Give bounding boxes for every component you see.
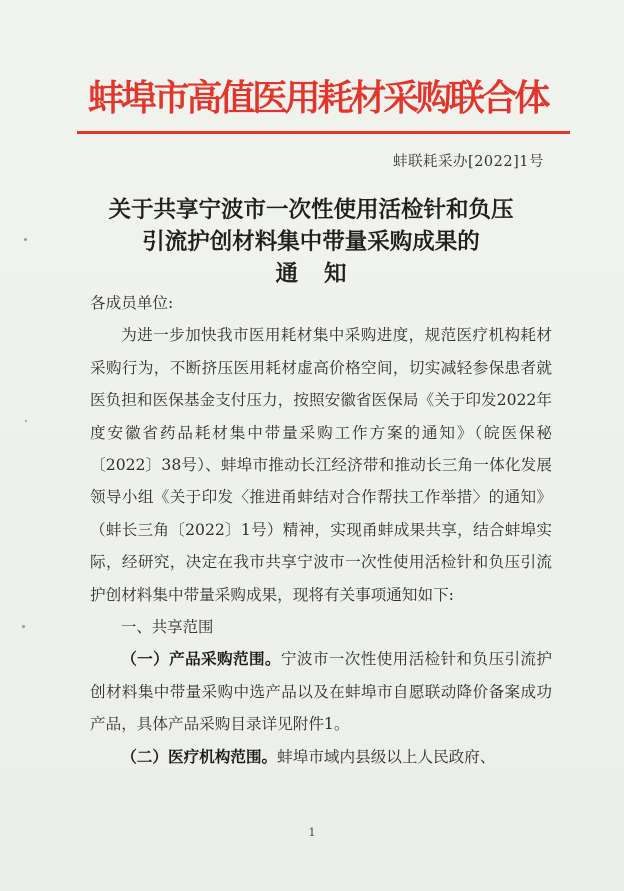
item-1-lead: （一）产品采购范围。	[121, 649, 281, 669]
paragraph-item-2	[90, 741, 552, 773]
document-body	[90, 287, 552, 773]
item-2-text: 蚌埠市域内县级以上人民政府、	[277, 747, 496, 766]
item-2-lead: （二）医疗机构范围。	[121, 746, 278, 766]
page-number: 1	[308, 826, 316, 839]
title-line-2: 引流护创材料集中带量采购成果的	[142, 229, 480, 255]
item-1-text: 宁波市一次性使用活检针和负压引流护创材料集中带量采购中选产品以及在蚌埠市自愿联动降价备案成功产品，具体产品采购目录详见附件1。	[90, 650, 552, 734]
salutation: 各成员单位:	[90, 294, 174, 312]
scan-speck	[24, 238, 27, 241]
scan-speck	[22, 625, 25, 628]
paragraph-item-1	[90, 643, 552, 740]
document-number: 蚌联耗采办[2022]1号	[393, 154, 544, 170]
letterhead-divider	[77, 131, 570, 134]
title-line-3: 通知	[275, 261, 373, 287]
paragraph-intro: 为进一步加快我市医用耗材集中采购进度，规范医疗机构耗材采购行为，不断挤压医用耗材虚高价格空间，切实减轻参保患者就医负担和医保基金支付压力，按照安徽省医保局《关于印发2022年度安徽省药品耗材集中带量采购工作方案的通知》（皖医保秘〔2022〕38号）、蚌埠市推动长江经济带和推动长三角一体化发展领导小组《关于印发〈推进甬蚌结对合作帮扶工作举措〉的通知》（蚌长三角〔2022〕1号）精神，实现甬蚌成果共享，结合蚌埠实际，经研究，决定在我市共享宁波市一次性使用活检针和负压引流护创材料集中带量采购成果，现将有关事项通知如下:	[90, 326, 552, 604]
document-title	[80, 194, 542, 290]
section-heading-scope: 一、共享范围	[121, 618, 214, 637]
letterhead-title: 蚌埠市高值医用耗材采购联合体	[88, 77, 548, 119]
scan-speck	[25, 420, 27, 422]
title-line-1: 关于共享宁波市一次性使用活检针和负压	[108, 197, 514, 223]
